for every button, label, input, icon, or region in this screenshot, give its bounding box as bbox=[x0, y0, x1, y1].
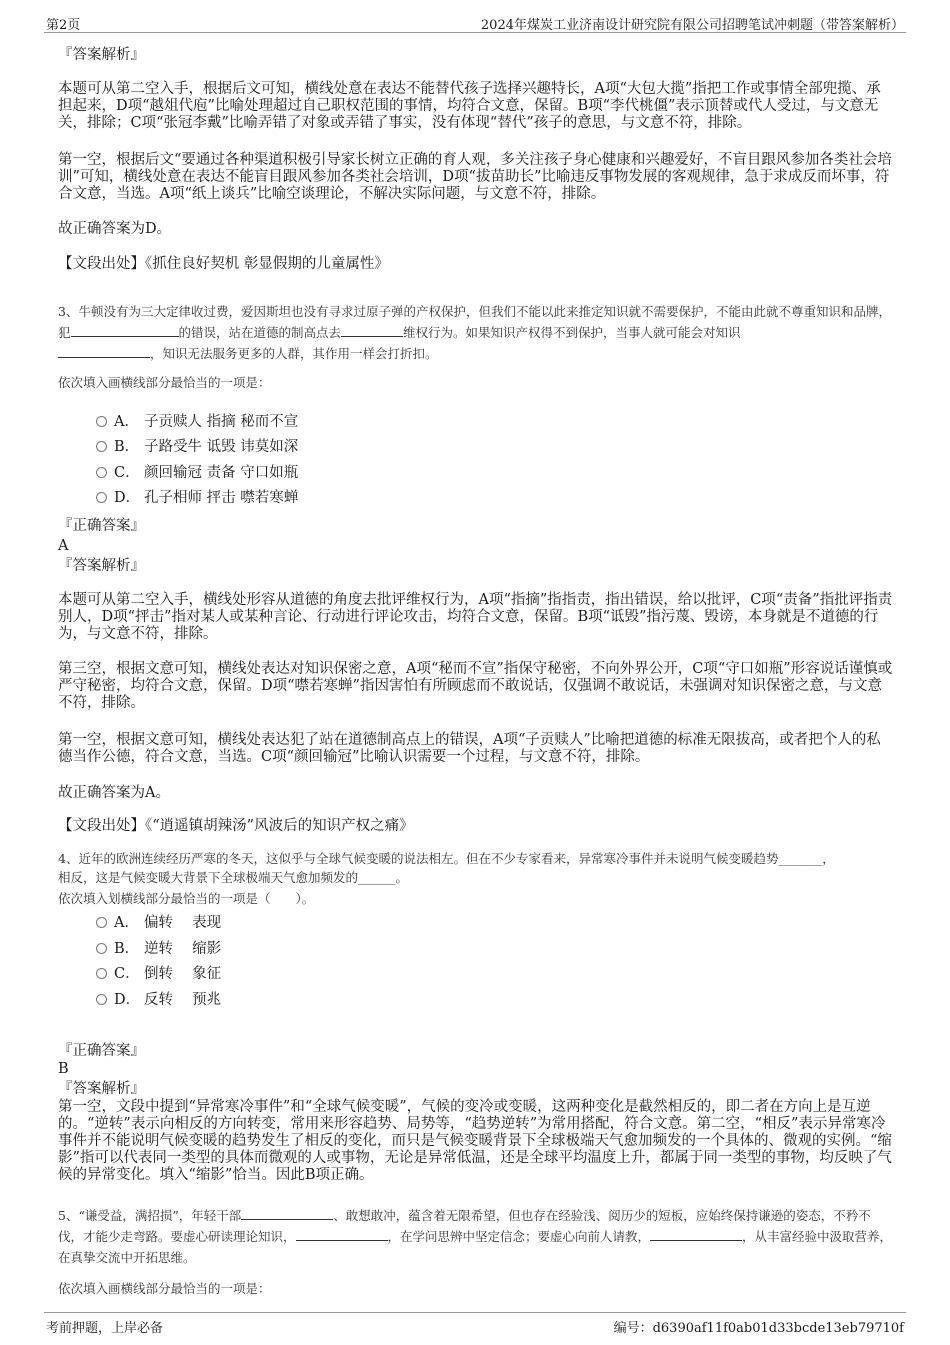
q3-analysis-p3: 第一空，根据文意可知，横线处表达犯了站在道德制高点上的错误，A项“子贡赎人”比喻把道德的标准无限拔高，或者把个人的私德当作公德，符合文意，当选。C项“颜回输冠”比喻认识需要一个过程，与文意不符，排除。 bbox=[58, 732, 881, 765]
blank-1 bbox=[241, 1207, 333, 1220]
blank-2 bbox=[341, 324, 403, 337]
blank-3 bbox=[58, 345, 150, 358]
q3-analysis-p2: 第三空，根据文意可知，横线处表达对知识保密之意，A项“秘而不宣”指保守秘密，不向外界公开，C项“守口如瓶”形容说话谨慎或严守秘密，均符合文意，保留。D项“噤若寒蝉”指因害怕有所顾虑而不敢说话，仅强调不敢说话，未强调对知识保密之意，与文意不符，排除。 bbox=[58, 661, 893, 711]
q4-option-c[interactable]: C． 倒转 象征 bbox=[96, 964, 221, 984]
radio-icon[interactable] bbox=[96, 416, 107, 427]
radio-icon[interactable] bbox=[96, 968, 107, 979]
document-id: 编号：d6390af11f0ab01d33bcde13eb79710f bbox=[613, 1321, 904, 1336]
q3-option-b[interactable]: B． 子路受牛 诋毁 讳莫如深 bbox=[96, 437, 298, 457]
q3-option-d[interactable]: D． 孔子相师 抨击 噤若寒蝉 bbox=[96, 488, 298, 508]
q3-analysis-label: 『答案解析』 bbox=[58, 558, 145, 574]
q3-prompt: 依次填入画横线部分最恰当的一项是： bbox=[58, 375, 271, 390]
q2-analysis-label: 『答案解析』 bbox=[58, 47, 145, 63]
radio-icon[interactable] bbox=[96, 441, 107, 452]
q4-prompt: 依次填入划横线部分最恰当的一项是（ ）。 bbox=[58, 891, 315, 906]
radio-icon[interactable] bbox=[96, 467, 107, 478]
q4-correct-label: 『正确答案』 bbox=[58, 1043, 145, 1059]
q2-source: 【文段出处】《抓住良好契机 彰显假期的儿童属性》 bbox=[58, 256, 389, 272]
q2-analysis-p2: 第一空，根据后文“要通过各种渠道积极引导家长树立正确的育人观，多关注孩子身心健康和兴趣爱好，不盲目跟风参加各类社会培训”可知，横线处意在表达不能盲目跟风参加各类社会培训，D项“拔苗助长”比喻违反事物发展的客观规律，急于求成反而坏事，符合文意，当选。A项“纸上谈兵”比喻空谈理论，不解决实际问题，与文意不符，排除。 bbox=[58, 152, 892, 202]
q4-option-a[interactable]: A． 偏转 表现 bbox=[96, 913, 221, 933]
q2-conclusion: 故正确答案为D。 bbox=[58, 221, 172, 237]
q3-stem: 3、牛顿没有为三大定律收过费，爱因斯坦也没有寻求过原子弹的产权保护，但我们不能以此来推定知识就不需要保护，不能由此就不尊重知识和品牌，犯 的错误，站在道德的制高点去 维权行为。如果知识产权得不到保护，当事人就可能会对知识 ，知识无法服务更多的人群，其作用一样会打折扣。 bbox=[58, 304, 891, 361]
q5-stem: 5、“谦受益，满招损”，年轻干部 、敢想敢冲，蕴含着无限希望，但也存在经验浅、阅历少的短板，应始终保持谦逊的姿态，不矜不伐，才能少走弯路。要虚心研读理论知识， ，在学问思辨中坚定信念；要虚心向前人请教， ，从丰富经验中汲取营养，在真挚交流中开拓思维。 bbox=[58, 1208, 893, 1265]
q3-source: 【文段出处】《“逍遥镇胡辣汤”风波后的知识产权之痛》 bbox=[58, 818, 414, 834]
radio-icon[interactable] bbox=[96, 492, 107, 503]
q3-option-c[interactable]: C． 颜回输冠 责备 守口如瓶 bbox=[96, 463, 298, 483]
radio-icon[interactable] bbox=[96, 994, 107, 1005]
q4-analysis-label: 『答案解析』 bbox=[58, 1081, 145, 1097]
q3-correct-label: 『正确答案』 bbox=[58, 518, 145, 534]
document-title: 2024年煤炭工业济南设计研究院有限公司招聘笔试冲刺题（带答案解析） bbox=[480, 18, 904, 33]
q4-stem: 4、近年的欧洲连续经历严寒的冬天，这似乎与全球气候变暖的说法相左。但在不少专家看来，异常寒冷事件并未说明气候变暖趋势_______， 相反，这是气候变暖大背景下全球极端天气愈加频发的______。 bbox=[58, 851, 835, 885]
radio-icon[interactable] bbox=[96, 917, 107, 928]
q4-option-b[interactable]: B． 逆转 缩影 bbox=[96, 939, 221, 959]
q2-analysis-p1: 本题可从第二空入手，根据后文可知，横线处意在表达不能替代孩子选择兴趣特长，A项“大包大揽”指把工作或事情全部兜揽、承担起来，D项“越俎代庖”比喻处理超过自己职权范围的事情，均符合文意，保留。B项“李代桃僵”表示顶替或代人受过，与文意无关，排除；C项“张冠李戴”比喻弄错了对象或弄错了事实，没有体现“替代”孩子的意思，与文意不符，排除。 bbox=[58, 81, 881, 131]
q3-analysis-p1: 本题可从第二空入手，横线处形容从道德的角度去批评维权行为，A项“指摘”指指责，指出错误，给以批评，C项“责备”指批评指责别人，D项“抨击”指对某人或某种言论、行动进行评论攻击，均符合文意，保留。B项“诋毁”指污蔑、毁谤，本身就是不道德的行为，与文意不符，排除。 bbox=[58, 592, 893, 642]
q3-option-a[interactable]: A． 子贡赎人 指摘 秘而不宣 bbox=[96, 412, 298, 432]
radio-icon[interactable] bbox=[96, 943, 107, 954]
q3-conclusion: 故正确答案为A。 bbox=[58, 785, 170, 801]
page-header bbox=[44, 12, 906, 33]
footer-slogan: 考前押题，上岸必备 bbox=[46, 1321, 164, 1336]
q4-analysis-p1: 第一空，文段中提到“异常寒冷事件”和“全球气候变暖”，气候的变冷或变暖，这两种变化是截然相反的，即二者在方向上是互逆的。“逆转”表示向相反的方向转变，常用来形容趋势、局势等，“趋势逆转”为常用搭配，符合文意。第二空，“相反”表示异常寒冷事件并不能说明气候变暖的趋势发生了相反的变化，而只是气候变暖背景下全球极端天气愈加频发的一个具体的、微观的实例。“缩影”指可以代表同一类型的具体而微观的人或事物，无论是异常低温，还是全球平均温度上升，都属于同一类型的事物，均反映了气候的异常变化。填入“缩影”恰当。因此B项正确。 bbox=[58, 1099, 892, 1183]
page-footer bbox=[44, 1312, 906, 1335]
page-number: 第2页 bbox=[46, 18, 81, 33]
q3-answer: A bbox=[58, 538, 69, 554]
blank-3 bbox=[650, 1228, 742, 1241]
blank-1 bbox=[71, 324, 179, 337]
q5-prompt: 依次填入画横线部分最恰当的一项是： bbox=[58, 1281, 271, 1296]
blank-2 bbox=[296, 1228, 388, 1241]
q4-option-d[interactable]: D． 反转 预兆 bbox=[96, 990, 221, 1010]
q4-answer: B bbox=[58, 1061, 69, 1077]
